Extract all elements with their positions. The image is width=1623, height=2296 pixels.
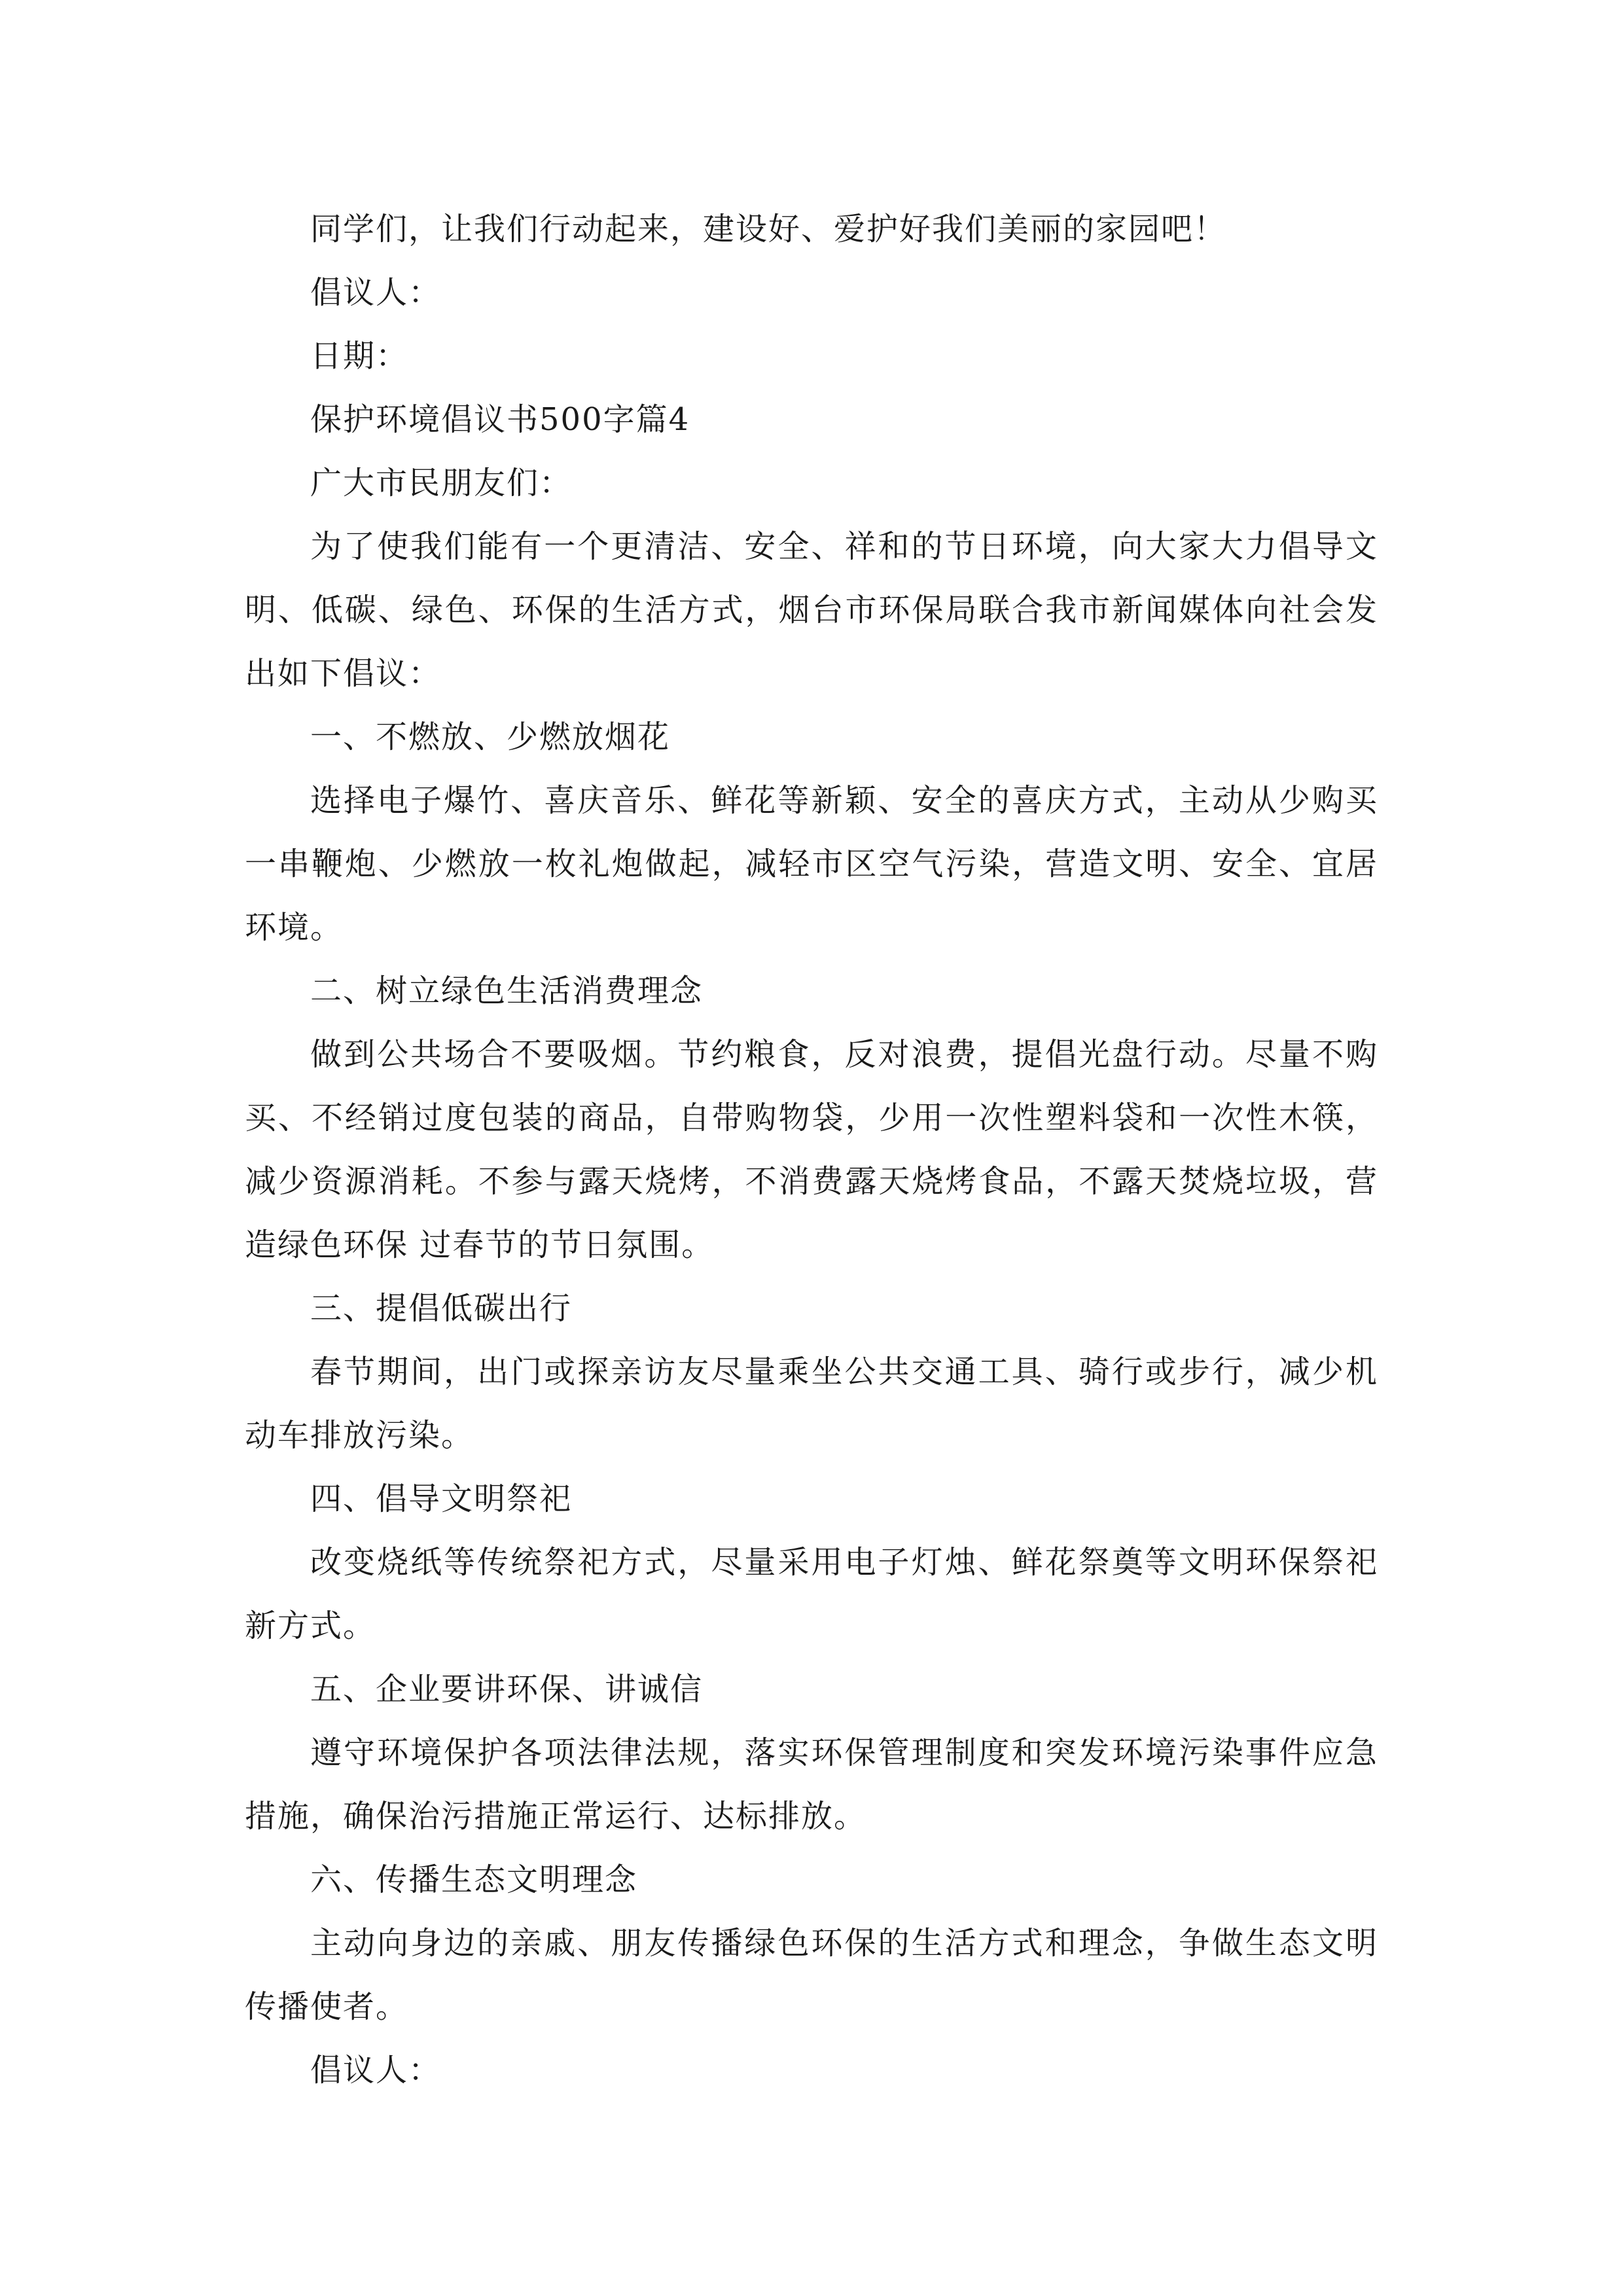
signatory-label-final: 倡议人： — [310, 2052, 442, 2089]
item-heading-4: 四、倡导文明祭祀 — [310, 1480, 573, 1517]
item-heading-1: 一、不燃放、少燃放烟花 — [310, 719, 671, 755]
date-label: 日期： — [310, 338, 409, 374]
intro-paragraph: 为了使我们能有一个更清洁、安全、祥和的节日环境，向大家大力倡导文明、低碳、绿色、环保的生活方式，烟台市环保局联合我市新闻媒体向社会发出如下倡议： — [245, 528, 1378, 692]
item-body-4: 改变烧纸等传统祭祀方式，尽量采用电子灯烛、鲜花祭奠等文明环保祭祀新方式。 — [245, 1544, 1378, 1644]
item-body-6: 主动向身边的亲戚、朋友传播绿色环保的生活方式和理念，争做生态文明传播使者。 — [245, 1925, 1378, 2025]
item-body-3: 春节期间，出门或探亲访友尽量乘坐公共交通工具、骑行或步行，减少机动车排放污染。 — [245, 1354, 1378, 1454]
signatory-label: 倡议人： — [310, 274, 442, 311]
item-heading-3: 三、提倡低碳出行 — [310, 1290, 573, 1327]
document-body — [245, 198, 1378, 2102]
item-body-2: 做到公共场合不要吸烟。节约粮食，反对浪费，提倡光盘行动。尽量不购买、不经销过度包装的商品，自带购物袋，少用一次性塑料袋和一次性木筷，减少资源消耗。不参与露天烧烤，不消费露天烧烤食品，不露天焚烧垃圾，营造绿色环保 过春节的节日氛围。 — [245, 1036, 1378, 1263]
salutation: 广大市民朋友们： — [310, 465, 573, 501]
item-heading-5: 五、企业要讲环保、讲诚信 — [310, 1671, 704, 1708]
item-heading-6: 六、传播生态文明理念 — [310, 1861, 638, 1898]
item-body-1: 选择电子爆竹、喜庆音乐、鲜花等新颖、安全的喜庆方式，主动从少购买一串鞭炮、少燃放一枚礼炮做起，减轻市区空气污染，营造文明、安全、宜居环境。 — [245, 782, 1378, 946]
closing-call-paragraph: 同学们，让我们行动起来，建设好、爱护好我们美丽的家园吧！ — [310, 211, 1227, 247]
item-heading-2: 二、树立绿色生活消费理念 — [310, 973, 704, 1009]
item-body-5: 遵守环境保护各项法律法规，落实环保管理制度和突发环境污染事件应急措施，确保治污措施正常运行、达标排放。 — [245, 1734, 1378, 1835]
section-title: 保护环境倡议书500字篇4 — [310, 401, 690, 438]
